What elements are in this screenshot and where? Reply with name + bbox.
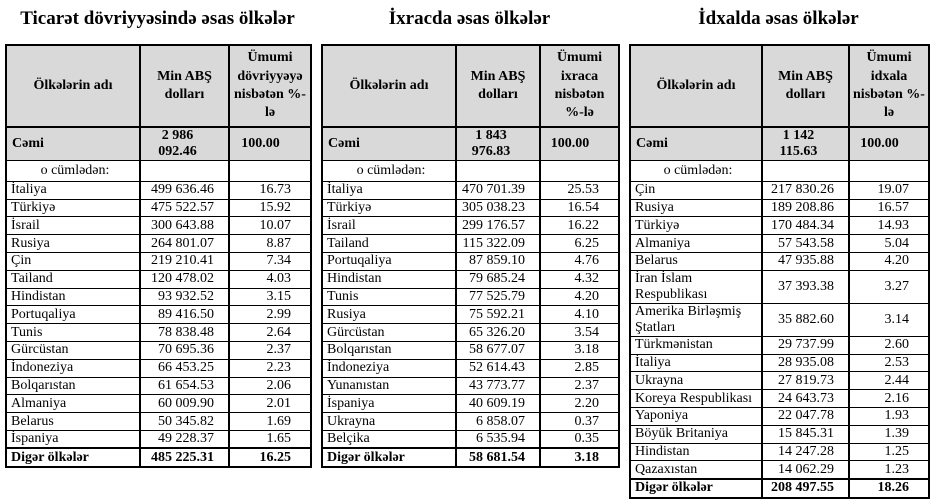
total-row bbox=[322, 127, 619, 161]
table-row bbox=[322, 181, 619, 199]
value-cell: 87 859.10 bbox=[456, 253, 540, 271]
value-cell: 27 819.73 bbox=[762, 372, 849, 390]
percent-cell: 6.25 bbox=[540, 235, 619, 253]
percent-cell: 0.37 bbox=[540, 413, 619, 431]
other-countries-value: 485 225.31 bbox=[140, 448, 229, 467]
table-row bbox=[6, 270, 311, 288]
percent-cell: 2.23 bbox=[229, 359, 311, 377]
value-cell: 77 525.79 bbox=[456, 288, 540, 306]
value-cell: 79 685.24 bbox=[456, 270, 540, 288]
percent-cell: 25.53 bbox=[540, 181, 619, 199]
country-cell: Almaniya bbox=[6, 395, 140, 413]
value-cell: 499 636.46 bbox=[140, 181, 229, 199]
percent-cell: 2.16 bbox=[849, 390, 929, 408]
table-row bbox=[6, 431, 311, 449]
table-title: İxracda əsas ölkələr bbox=[388, 8, 551, 29]
table-row bbox=[630, 336, 929, 354]
value-cell: 189 208.86 bbox=[762, 199, 849, 217]
value-cell: 50 345.82 bbox=[140, 413, 229, 431]
total-percent: 100.00 bbox=[229, 127, 311, 161]
country-cell: Tailand bbox=[6, 270, 140, 288]
table-row bbox=[630, 461, 929, 479]
country-cell: Almaniya bbox=[630, 235, 762, 253]
country-cell: İsrail bbox=[322, 217, 456, 235]
country-cell: Gürcüstan bbox=[322, 324, 456, 342]
table-row bbox=[6, 199, 311, 217]
table-row bbox=[6, 342, 311, 360]
table-row bbox=[322, 395, 619, 413]
country-cell: Belarus bbox=[6, 413, 140, 431]
table-row bbox=[630, 443, 929, 461]
percent-cell: 1.93 bbox=[849, 408, 929, 426]
table-row bbox=[322, 235, 619, 253]
country-cell: Rusiya bbox=[630, 199, 762, 217]
percent-cell: 3.14 bbox=[849, 303, 929, 336]
percent-cell: 14.93 bbox=[849, 217, 929, 235]
table-row bbox=[322, 253, 619, 271]
country-cell: İtaliya bbox=[6, 181, 140, 199]
table-row bbox=[322, 306, 619, 324]
subheading-cell: o cümlədən: bbox=[322, 160, 456, 181]
table-title: İdxalda əsas ölkələr bbox=[698, 8, 859, 29]
country-cell: Gürcüstan bbox=[6, 342, 140, 360]
percent-cell: 3.18 bbox=[540, 342, 619, 360]
country-cell: Ukrayna bbox=[630, 372, 762, 390]
value-cell: 57 543.58 bbox=[762, 235, 849, 253]
table-row bbox=[6, 253, 311, 271]
percent-cell: 2.01 bbox=[229, 395, 311, 413]
column-header-value: Min ABŞ dolları bbox=[762, 45, 849, 127]
value-cell: 66 453.25 bbox=[140, 359, 229, 377]
total-percent: 100.00 bbox=[849, 127, 929, 161]
country-cell: Qazaxıstan bbox=[630, 461, 762, 479]
percent-cell: 1.25 bbox=[849, 443, 929, 461]
country-cell: İspaniya bbox=[322, 395, 456, 413]
other-countries-value: 58 681.54 bbox=[456, 448, 540, 467]
imports-table bbox=[629, 44, 930, 499]
column-header-percent: Ümumi dövriyyəyə nisbətən %-lə bbox=[229, 45, 311, 127]
other-countries-label: Digər ölkələr bbox=[6, 448, 140, 467]
value-cell: 300 643.88 bbox=[140, 217, 229, 235]
country-cell: İndoneziya bbox=[322, 359, 456, 377]
table-row bbox=[322, 270, 619, 288]
value-cell: 47 935.88 bbox=[762, 253, 849, 271]
empty-cell bbox=[140, 160, 229, 181]
value-cell: 89 416.50 bbox=[140, 306, 229, 324]
country-cell: Çin bbox=[6, 253, 140, 271]
header-row bbox=[630, 45, 929, 127]
empty-cell bbox=[229, 160, 311, 181]
table-row bbox=[322, 199, 619, 217]
percent-cell: 10.07 bbox=[229, 217, 311, 235]
percent-cell: 16.73 bbox=[229, 181, 311, 199]
table-row bbox=[6, 359, 311, 377]
percent-cell: 2.37 bbox=[540, 377, 619, 395]
country-cell: İtaliya bbox=[322, 181, 456, 199]
country-cell: İran İslam Respublikası bbox=[630, 270, 762, 303]
country-cell: Tunis bbox=[322, 288, 456, 306]
column-header-value: Min ABŞ dolları bbox=[456, 45, 540, 127]
total-value: 2 986 092.46 bbox=[140, 127, 229, 161]
percent-cell: 2.60 bbox=[849, 336, 929, 354]
country-cell: Rusiya bbox=[6, 235, 140, 253]
table-row bbox=[630, 408, 929, 426]
total-label: Cəmi bbox=[6, 127, 140, 161]
value-cell: 14 247.28 bbox=[762, 443, 849, 461]
country-cell: Türkiyə bbox=[6, 199, 140, 217]
percent-cell: 16.57 bbox=[849, 199, 929, 217]
total-value: 1 142 115.63 bbox=[762, 127, 849, 161]
country-cell: Yunanıstan bbox=[322, 377, 456, 395]
value-cell: 93 932.52 bbox=[140, 288, 229, 306]
value-cell: 299 176.57 bbox=[456, 217, 540, 235]
percent-cell: 2.06 bbox=[229, 377, 311, 395]
percent-cell: 2.64 bbox=[229, 324, 311, 342]
value-cell: 305 038.23 bbox=[456, 199, 540, 217]
country-cell: Yaponiya bbox=[630, 408, 762, 426]
percent-cell: 16.54 bbox=[540, 199, 619, 217]
table-row bbox=[6, 288, 311, 306]
percent-cell: 1.65 bbox=[229, 431, 311, 449]
value-cell: 15 845.31 bbox=[762, 425, 849, 443]
percent-cell: 19.07 bbox=[849, 181, 929, 199]
value-cell: 58 677.07 bbox=[456, 342, 540, 360]
column-header-percent: Ümumi ixraca nisbətən %-lə bbox=[540, 45, 619, 127]
percent-cell: 1.39 bbox=[849, 425, 929, 443]
percent-cell: 4.20 bbox=[849, 253, 929, 271]
header-row bbox=[322, 45, 619, 127]
country-cell: Türkiyə bbox=[322, 199, 456, 217]
table-row bbox=[322, 377, 619, 395]
table-row bbox=[630, 253, 929, 271]
percent-cell: 4.10 bbox=[540, 306, 619, 324]
table-row bbox=[322, 324, 619, 342]
country-cell: İspaniya bbox=[6, 431, 140, 449]
value-cell: 28 935.08 bbox=[762, 354, 849, 372]
table-row bbox=[6, 377, 311, 395]
country-cell: Hindistan bbox=[6, 288, 140, 306]
total-row bbox=[630, 127, 929, 161]
country-cell: Rusiya bbox=[322, 306, 456, 324]
percent-cell: 7.34 bbox=[229, 253, 311, 271]
country-cell: Belçika bbox=[322, 431, 456, 449]
table-row bbox=[322, 342, 619, 360]
table-row bbox=[630, 425, 929, 443]
country-cell: Ukrayna bbox=[322, 413, 456, 431]
column-header-country: Ölkələrin adı bbox=[6, 45, 140, 127]
percent-cell: 15.92 bbox=[229, 199, 311, 217]
percent-cell: 4.76 bbox=[540, 253, 619, 271]
other-countries-percent: 18.26 bbox=[849, 479, 929, 498]
value-cell: 35 882.60 bbox=[762, 303, 849, 336]
trade-turnover-table bbox=[5, 44, 312, 468]
table-row bbox=[630, 235, 929, 253]
table-row bbox=[6, 181, 311, 199]
other-countries-row bbox=[322, 448, 619, 467]
other-countries-row bbox=[630, 479, 929, 498]
subheading-row bbox=[6, 160, 311, 181]
country-cell: Böyük Britaniya bbox=[630, 425, 762, 443]
country-cell: İsrail bbox=[6, 217, 140, 235]
total-label: Cəmi bbox=[322, 127, 456, 161]
table-row bbox=[322, 288, 619, 306]
value-cell: 24 643.73 bbox=[762, 390, 849, 408]
value-cell: 37 393.38 bbox=[762, 270, 849, 303]
table-row bbox=[630, 270, 929, 303]
value-cell: 43 773.77 bbox=[456, 377, 540, 395]
value-cell: 78 838.48 bbox=[140, 324, 229, 342]
table-row bbox=[630, 217, 929, 235]
value-cell: 470 701.39 bbox=[456, 181, 540, 199]
table-row bbox=[322, 217, 619, 235]
value-cell: 170 484.34 bbox=[762, 217, 849, 235]
subheading-row bbox=[630, 160, 929, 181]
value-cell: 115 322.09 bbox=[456, 235, 540, 253]
table-title: Ticarət dövriyyəsində əsas ölkələr bbox=[20, 8, 295, 29]
percent-cell: 5.04 bbox=[849, 235, 929, 253]
country-cell: Bolqarıstan bbox=[322, 342, 456, 360]
total-value: 1 843 976.83 bbox=[456, 127, 540, 161]
subheading-row bbox=[322, 160, 619, 181]
table-row bbox=[6, 413, 311, 431]
table-row bbox=[322, 431, 619, 449]
value-cell: 6 858.07 bbox=[456, 413, 540, 431]
other-countries-label: Digər ölkələr bbox=[322, 448, 456, 467]
exports-section bbox=[321, 0, 618, 468]
value-cell: 264 801.07 bbox=[140, 235, 229, 253]
column-header-country: Ölkələrin adı bbox=[322, 45, 456, 127]
percent-cell: 2.44 bbox=[849, 372, 929, 390]
total-row bbox=[6, 127, 311, 161]
value-cell: 65 326.20 bbox=[456, 324, 540, 342]
country-cell: Bolqarıstan bbox=[6, 377, 140, 395]
table-row bbox=[630, 199, 929, 217]
header-row bbox=[6, 45, 311, 127]
value-cell: 29 737.99 bbox=[762, 336, 849, 354]
percent-cell: 3.27 bbox=[849, 270, 929, 303]
value-cell: 219 210.41 bbox=[140, 253, 229, 271]
other-countries-label: Digər ölkələr bbox=[630, 479, 762, 498]
value-cell: 60 009.90 bbox=[140, 395, 229, 413]
total-label: Cəmi bbox=[630, 127, 762, 161]
value-cell: 120 478.02 bbox=[140, 270, 229, 288]
percent-cell: 3.54 bbox=[540, 324, 619, 342]
column-header-country: Ölkələrin adı bbox=[630, 45, 762, 127]
exports-table bbox=[321, 44, 620, 468]
other-countries-percent: 16.25 bbox=[229, 448, 311, 467]
table-row bbox=[630, 181, 929, 199]
subheading-cell: o cümlədən: bbox=[630, 160, 762, 181]
country-cell: Türkiyə bbox=[630, 217, 762, 235]
column-header-value: Min ABŞ dolları bbox=[140, 45, 229, 127]
percent-cell: 2.99 bbox=[229, 306, 311, 324]
percent-cell: 4.32 bbox=[540, 270, 619, 288]
percent-cell: 4.20 bbox=[540, 288, 619, 306]
value-cell: 6 535.94 bbox=[456, 431, 540, 449]
table-row bbox=[630, 390, 929, 408]
country-cell: Hindistan bbox=[322, 270, 456, 288]
imports-section bbox=[629, 0, 928, 499]
percent-cell: 16.22 bbox=[540, 217, 619, 235]
subheading-cell: o cümlədən: bbox=[6, 160, 140, 181]
value-cell: 14 062.29 bbox=[762, 461, 849, 479]
table-row bbox=[6, 324, 311, 342]
empty-cell bbox=[540, 160, 619, 181]
percent-cell: 4.03 bbox=[229, 270, 311, 288]
country-cell: Belarus bbox=[630, 253, 762, 271]
table-row bbox=[630, 354, 929, 372]
table-row bbox=[630, 303, 929, 336]
country-cell: Amerika Birləşmiş Ştatları bbox=[630, 303, 762, 336]
other-countries-value: 208 497.55 bbox=[762, 479, 849, 498]
percent-cell: 1.23 bbox=[849, 461, 929, 479]
trade-turnover-section bbox=[5, 0, 310, 468]
percent-cell: 2.37 bbox=[229, 342, 311, 360]
empty-cell bbox=[849, 160, 929, 181]
percent-cell: 1.69 bbox=[229, 413, 311, 431]
value-cell: 75 592.21 bbox=[456, 306, 540, 324]
value-cell: 49 228.37 bbox=[140, 431, 229, 449]
table-row bbox=[6, 306, 311, 324]
country-cell: Tailand bbox=[322, 235, 456, 253]
country-cell: Portuqaliya bbox=[322, 253, 456, 271]
empty-cell bbox=[456, 160, 540, 181]
percent-cell: 3.15 bbox=[229, 288, 311, 306]
value-cell: 52 614.43 bbox=[456, 359, 540, 377]
value-cell: 40 609.19 bbox=[456, 395, 540, 413]
country-cell: Türkmənistan bbox=[630, 336, 762, 354]
other-countries-row bbox=[6, 448, 311, 467]
column-header-percent: Ümumi idxala nisbətən %-lə bbox=[849, 45, 929, 127]
country-cell: İtaliya bbox=[630, 354, 762, 372]
empty-cell bbox=[762, 160, 849, 181]
country-cell: Çin bbox=[630, 181, 762, 199]
table-row bbox=[6, 217, 311, 235]
country-cell: Koreya Respublikası bbox=[630, 390, 762, 408]
other-countries-percent: 3.18 bbox=[540, 448, 619, 467]
value-cell: 217 830.26 bbox=[762, 181, 849, 199]
percent-cell: 0.35 bbox=[540, 431, 619, 449]
table-row bbox=[6, 235, 311, 253]
value-cell: 70 695.36 bbox=[140, 342, 229, 360]
table-row bbox=[630, 372, 929, 390]
value-cell: 61 654.53 bbox=[140, 377, 229, 395]
table-row bbox=[6, 395, 311, 413]
value-cell: 22 047.78 bbox=[762, 408, 849, 426]
country-cell: Portuqaliya bbox=[6, 306, 140, 324]
table-row bbox=[322, 413, 619, 431]
percent-cell: 8.87 bbox=[229, 235, 311, 253]
country-cell: İndoneziya bbox=[6, 359, 140, 377]
percent-cell: 2.85 bbox=[540, 359, 619, 377]
value-cell: 475 522.57 bbox=[140, 199, 229, 217]
total-percent: 100.00 bbox=[540, 127, 619, 161]
country-cell: Hindistan bbox=[630, 443, 762, 461]
country-cell: Tunis bbox=[6, 324, 140, 342]
percent-cell: 2.20 bbox=[540, 395, 619, 413]
table-row bbox=[322, 359, 619, 377]
percent-cell: 2.53 bbox=[849, 354, 929, 372]
